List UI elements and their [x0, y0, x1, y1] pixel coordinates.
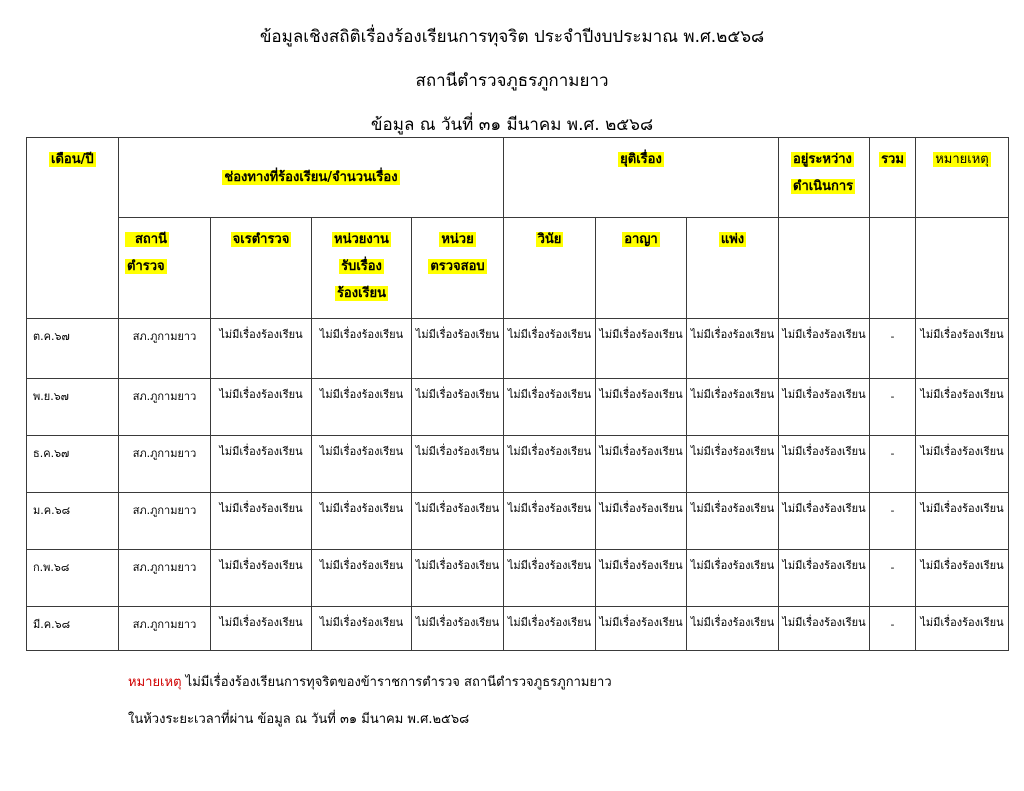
month-header: เดือน/ปี: [27, 138, 119, 319]
remark-cell: ไม่มีเรื่องร้องเรียน: [916, 550, 1009, 607]
total-header: รวม: [870, 138, 916, 218]
station-cell: สภ.ภูกามยาว: [119, 436, 211, 493]
value-cell: ไม่มีเรื่องร้องเรียน: [504, 607, 596, 651]
in-progress-header: อยู่ระหว่าง ดำเนินการ: [779, 138, 870, 218]
sub-header-criminal: อาญา: [596, 218, 687, 319]
value-cell: ไม่มีเรื่องร้องเรียน: [687, 550, 779, 607]
month-cell: ธ.ค.๖๗: [27, 436, 119, 493]
sub-header-blank: [916, 218, 1009, 319]
remark-cell: ไม่มีเรื่องร้องเรียน: [916, 607, 1009, 651]
station-cell: สภ.ภูกามยาว: [119, 319, 211, 379]
value-cell: ไม่มีเรื่องร้องเรียน: [779, 436, 870, 493]
value-cell: ไม่มีเรื่องร้องเรียน: [596, 550, 687, 607]
value-cell: ไม่มีเรื่องร้องเรียน: [504, 319, 596, 379]
footnote-label: หมายเหตุ: [128, 675, 182, 690]
value-cell: ไม่มีเรื่องร้องเรียน: [211, 493, 312, 550]
value-cell: ไม่มีเรื่องร้องเรียน: [504, 493, 596, 550]
value-cell: ไม่มีเรื่องร้องเรียน: [687, 607, 779, 651]
value-cell: ไม่มีเรื่องร้องเรียน: [687, 493, 779, 550]
footnote-text: ไม่มีเรื่องร้องเรียนการทุจริตของข้าราชการตำรวจ สถานีตำรวจภูธรภูกามยาว: [185, 675, 612, 690]
remark-cell: ไม่มีเรื่องร้องเรียน: [916, 379, 1009, 436]
month-cell: ม.ค.๖๘: [27, 493, 119, 550]
sub-header-complaint-unit: หน่วยงาน รับเรื่อง ร้องเรียน: [312, 218, 412, 319]
month-cell: ก.พ.๖๘: [27, 550, 119, 607]
remark-cell: ไม่มีเรื่องร้องเรียน: [916, 319, 1009, 379]
sub-header-police-inspector: จเรตำรวจ: [211, 218, 312, 319]
channels-header: ช่องทางที่ร้องเรียน/จำนวนเรื่อง: [119, 138, 504, 218]
value-cell: ไม่มีเรื่องร้องเรียน: [312, 607, 412, 651]
footnote-line-2: ในห้วงระยะเวลาที่ผ่าน ข้อมูล ณ วันที่ ๓๑ มีนาคม พ.ศ.๒๕๖๘: [128, 712, 470, 727]
value-cell: ไม่มีเรื่องร้องเรียน: [779, 493, 870, 550]
month-cell: ต.ค.๖๗: [27, 319, 119, 379]
sub-header-station: สถานี ตำรวจ: [119, 218, 211, 319]
value-cell: ไม่มีเรื่องร้องเรียน: [596, 607, 687, 651]
value-cell: ไม่มีเรื่องร้องเรียน: [412, 319, 504, 379]
value-cell: ไม่มีเรื่องร้องเรียน: [412, 379, 504, 436]
table-row: [27, 550, 1009, 607]
value-cell: ไม่มีเรื่องร้องเรียน: [687, 436, 779, 493]
value-cell: ไม่มีเรื่องร้องเรียน: [211, 379, 312, 436]
value-cell: ไม่มีเรื่องร้องเรียน: [312, 436, 412, 493]
document-title: ข้อมูลเชิงสถิติเรื่องร้องเรียนการทุจริต ประจำปีงบประมาณ พ.ศ.๒๕๖๘: [259, 27, 765, 47]
value-cell: ไม่มีเรื่องร้องเรียน: [412, 607, 504, 651]
total-cell: -: [870, 550, 916, 607]
value-cell: ไม่มีเรื่องร้องเรียน: [412, 436, 504, 493]
value-cell: ไม่มีเรื่องร้องเรียน: [779, 379, 870, 436]
value-cell: ไม่มีเรื่องร้องเรียน: [779, 319, 870, 379]
value-cell: ไม่มีเรื่องร้องเรียน: [596, 319, 687, 379]
month-cell: มี.ค.๖๘: [27, 607, 119, 651]
value-cell: ไม่มีเรื่องร้องเรียน: [596, 379, 687, 436]
table-row: [27, 436, 1009, 493]
total-cell: -: [870, 493, 916, 550]
total-cell: -: [870, 436, 916, 493]
value-cell: ไม่มีเรื่องร้องเรียน: [412, 550, 504, 607]
header-row-sub: [27, 218, 1009, 319]
total-cell: -: [870, 319, 916, 379]
value-cell: ไม่มีเรื่องร้องเรียน: [312, 493, 412, 550]
header-row-main: [27, 138, 1009, 218]
value-cell: ไม่มีเรื่องร้องเรียน: [312, 379, 412, 436]
table-row: [27, 493, 1009, 550]
value-cell: ไม่มีเรื่องร้องเรียน: [779, 607, 870, 651]
table-row: [27, 319, 1009, 379]
station-name: สถานีตำรวจภูธรภูกามยาว: [415, 71, 609, 91]
value-cell: ไม่มีเรื่องร้องเรียน: [211, 436, 312, 493]
remark-cell: ไม่มีเรื่องร้องเรียน: [916, 493, 1009, 550]
station-cell: สภ.ภูกามยาว: [119, 379, 211, 436]
total-cell: -: [870, 607, 916, 651]
value-cell: ไม่มีเรื่องร้องเรียน: [504, 436, 596, 493]
complaint-statistics-table: [26, 137, 1009, 651]
value-cell: ไม่มีเรื่องร้องเรียน: [312, 550, 412, 607]
station-cell: สภ.ภูกามยาว: [119, 550, 211, 607]
remark-cell: ไม่มีเรื่องร้องเรียน: [916, 436, 1009, 493]
station-cell: สภ.ภูกามยาว: [119, 607, 211, 651]
value-cell: ไม่มีเรื่องร้องเรียน: [312, 319, 412, 379]
closed-header: ยุติเรื่อง: [504, 138, 779, 218]
value-cell: ไม่มีเรื่องร้องเรียน: [504, 550, 596, 607]
as-of-date: ข้อมูล ณ วันที่ ๓๑ มีนาคม พ.ศ. ๒๕๖๘: [370, 115, 654, 135]
total-cell: -: [870, 379, 916, 436]
footnote-line-1: [128, 674, 612, 692]
sub-header-discipline: วินัย: [504, 218, 596, 319]
value-cell: ไม่มีเรื่องร้องเรียน: [211, 319, 312, 379]
remark-header: หมายเหตุ: [916, 138, 1009, 218]
sub-header-civil: แพ่ง: [687, 218, 779, 319]
value-cell: ไม่มีเรื่องร้องเรียน: [504, 379, 596, 436]
value-cell: ไม่มีเรื่องร้องเรียน: [596, 493, 687, 550]
sub-header-blank: [779, 218, 870, 319]
sub-header-audit-unit: หน่วย ตรวจสอบ: [412, 218, 504, 319]
table-row: [27, 607, 1009, 651]
value-cell: ไม่มีเรื่องร้องเรียน: [687, 319, 779, 379]
sub-header-blank: [870, 218, 916, 319]
value-cell: ไม่มีเรื่องร้องเรียน: [211, 607, 312, 651]
month-cell: พ.ย.๖๗: [27, 379, 119, 436]
table-row: [27, 379, 1009, 436]
value-cell: ไม่มีเรื่องร้องเรียน: [211, 550, 312, 607]
value-cell: ไม่มีเรื่องร้องเรียน: [687, 379, 779, 436]
station-cell: สภ.ภูกามยาว: [119, 493, 211, 550]
value-cell: ไม่มีเรื่องร้องเรียน: [596, 436, 687, 493]
value-cell: ไม่มีเรื่องร้องเรียน: [779, 550, 870, 607]
value-cell: ไม่มีเรื่องร้องเรียน: [412, 493, 504, 550]
